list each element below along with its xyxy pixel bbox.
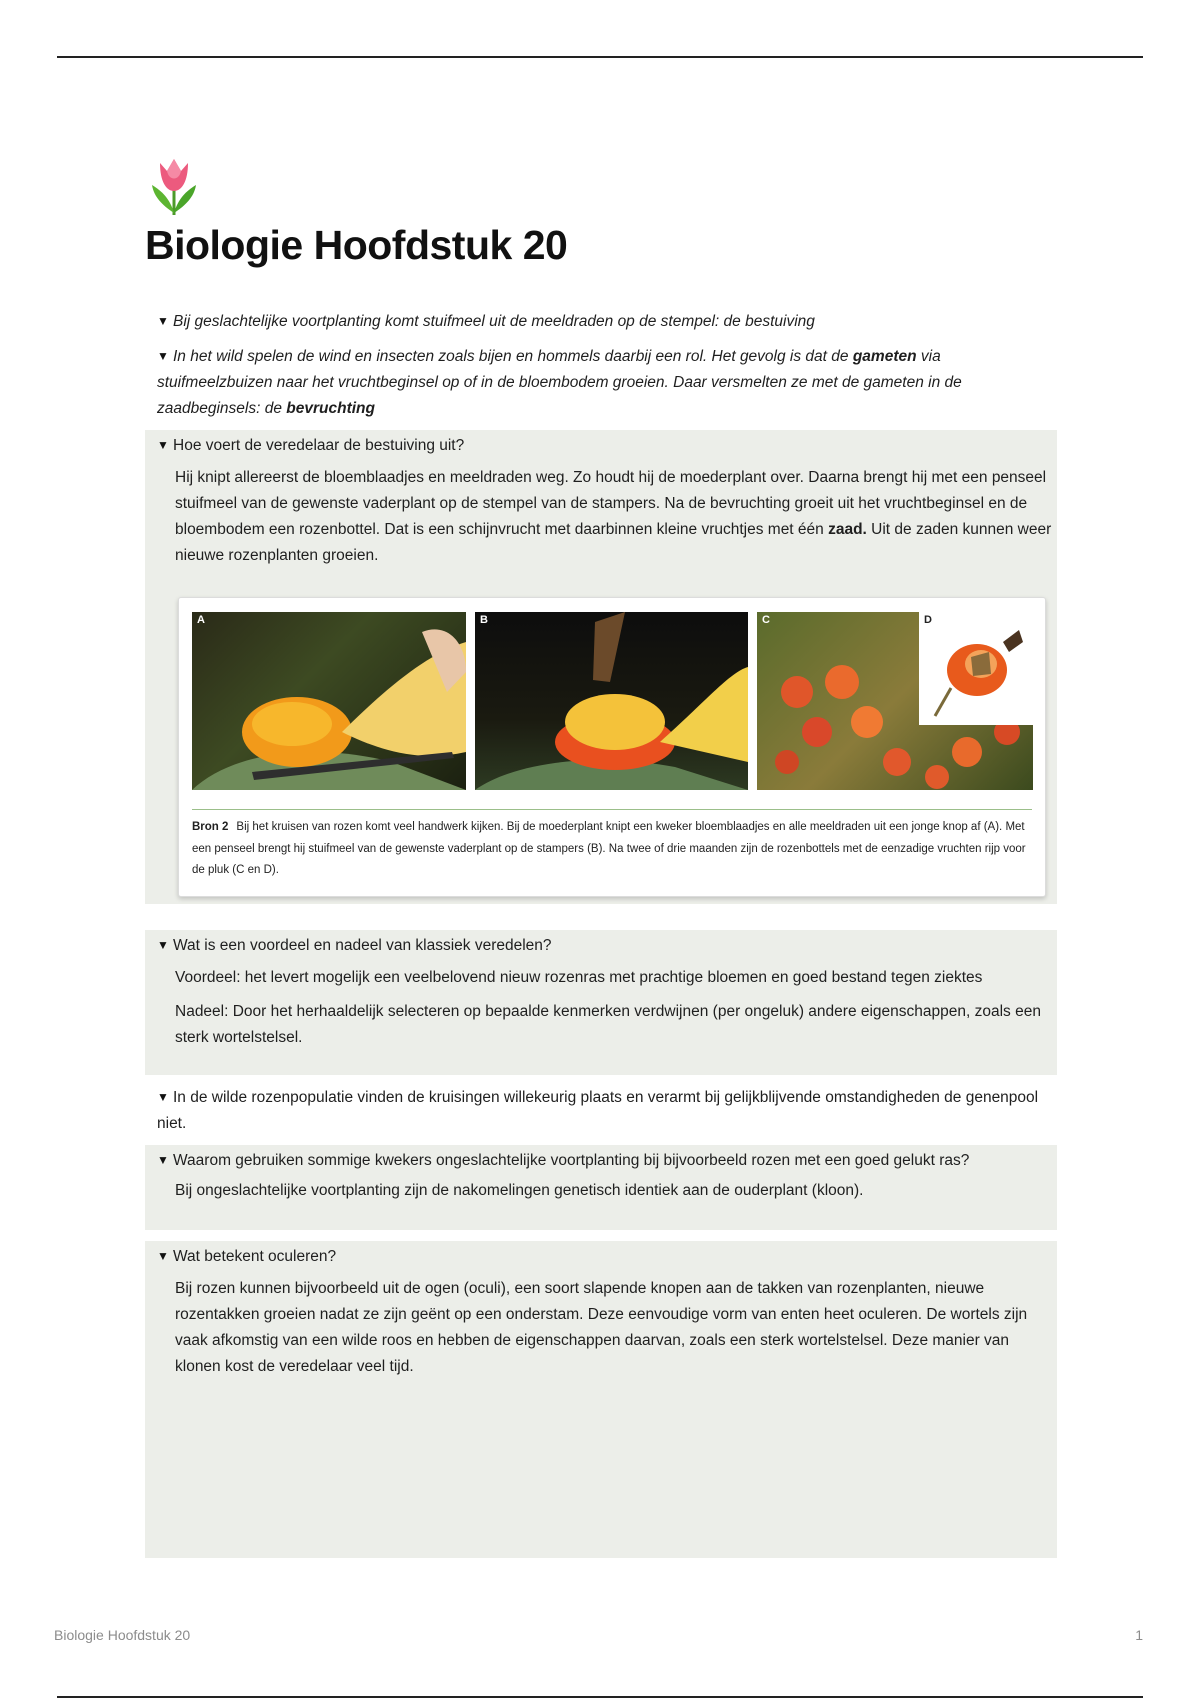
photo-panel-a [192,612,466,790]
panel-label-d: D [924,614,932,626]
toggle-oculeren[interactable] [145,1241,1057,1558]
toggle-body-nadeel: Nadeel: Door het herhaaldelijk selecteren op bepaalde kenmerken verdwijnen (per ongeluk) andere eigenschappen, zoals een sterk wortelstelsel. [175,1003,1041,1046]
toggle-body-voordeel: Voordeel: het levert mogelijk een veelbelovend nieuw rozenras met prachtige bloemen en goed bestand tegen ziektes [175,969,983,986]
toggle-heading: Bij geslachtelijke voortplanting komt stuifmeel uit de meeldraden op de stempel: de bestuiving [173,313,815,330]
toggle-heading: In de wilde rozenpopulatie vinden de kruisingen willekeurig plaats en verarmt bij gelijkblijvende omstandigheden de genenpool niet. [157,1089,1039,1132]
toggle-ongeslachtelijke-voortplanting[interactable] [145,1145,1057,1230]
tulip-icon [148,155,200,219]
figure-bron-2 [178,597,1046,897]
triangle-down-icon[interactable]: ▼ [157,938,169,952]
toggle-bevruchting[interactable] [145,343,1057,422]
photo-panel-b [475,612,748,790]
toggle-bestuiving[interactable] [145,308,1057,335]
triangle-down-icon[interactable]: ▼ [157,314,169,328]
toggle-heading: Wat betekent oculeren? [173,1248,337,1265]
page-title: Biologie Hoofdstuk 20 [145,222,568,268]
toggle-heading-continued: via stuifmeelzbuizen naar het vruchtbeginsel op of in de bloembodem groeien. Daar versmelten ze met de gameten in de zaadbeginsels: de [157,348,962,417]
triangle-down-icon[interactable]: ▼ [157,438,169,452]
footer-page-number: 1 [1135,1627,1143,1643]
photo-panel-d [919,612,1033,725]
toggle-wilde-rozenpopulatie[interactable] [145,1084,1057,1137]
footer-title: Biologie Hoofdstuk 20 [54,1627,191,1643]
triangle-down-icon[interactable]: ▼ [157,349,169,363]
panel-label-c: C [762,614,770,626]
figure-caption [192,817,1032,882]
caption-text: Bij het kruisen van rozen komt veel handwerk kijken. Bij de moederplant knipt een kweker bloemblaadjes en alle meeldraden uit een jonge knop af (A). Met een penseel brengt hij stuifmeel van de gewenste vaderplant op de stampers (B). Na twee of drie maanden zijn de rozenbottels met de eenzadige vruchten rijp voor de pluk (C en D). [192,821,1026,876]
toggle-heading: Waarom gebruiken sommige kwekers ongeslachtelijke voortplanting bij bijvoorbeeld rozen met een goed gelukt ras? [173,1152,970,1169]
toggle-heading: Hoe voert de veredelaar de bestuiving uit? [173,437,465,454]
panel-label-b: B [480,614,488,626]
toggle-heading: In het wild spelen de wind en insecten zoals bijen en hommels daarbij een rol. Het gevolg is dat de [173,348,853,365]
caption-divider [192,809,1032,810]
caption-label: Bron 2 [192,821,229,833]
triangle-down-icon[interactable]: ▼ [157,1249,169,1263]
bold-term-bevruchting: bevruchting [286,400,375,417]
bold-term-gameten: gameten [852,348,917,365]
bold-term-zaad: zaad. [828,521,867,538]
panel-label-a: A [197,614,205,626]
toggle-voordeel-nadeel[interactable] [145,930,1057,1075]
bottom-divider [57,1696,1143,1698]
triangle-down-icon[interactable]: ▼ [157,1153,169,1167]
toggle-body-text: Bij ongeslachtelijke voortplanting zijn de nakomelingen genetisch identiek aan de ouderplant (kloon). [175,1182,864,1199]
top-divider [57,56,1143,58]
toggle-body-text: Bij rozen kunnen bijvoorbeeld uit de ogen (oculi), een soort slapende knopen aan de takken van rozenplanten, nieuwe rozentakken groeien nadat ze zijn geënt op een onderstam. Deze eenvoudige vorm van enten heet oculeren. De wortels zijn vaak afkomstig van een wilde roos en hebben de eigenschappen daarvan, zoals een sterk wortelstelsel. Deze manier van klonen kost de veredelaar veel tijd. [175,1280,1028,1375]
toggle-body-text: Hij knipt allereerst de bloemblaadjes en meeldraden weg. Zo houdt hij de moederplant over. Daarna brengt hij met een penseel stuifmeel van de gewenste vaderplant op de stempel van de stampers. Na de bevruchting groeit uit het vruchtbeginsel en de bloembodem een rozenbottel. Dat is een schijnvrucht met daarbinnen kleine vruchtjes met één zaad. Uit de zaden kunnen weer nieuwe rozenplanten groeien. [175,469,1052,564]
triangle-down-icon[interactable]: ▼ [157,1090,169,1104]
toggle-heading: Wat is een voordeel en nadeel van klassiek veredelen? [173,937,552,954]
